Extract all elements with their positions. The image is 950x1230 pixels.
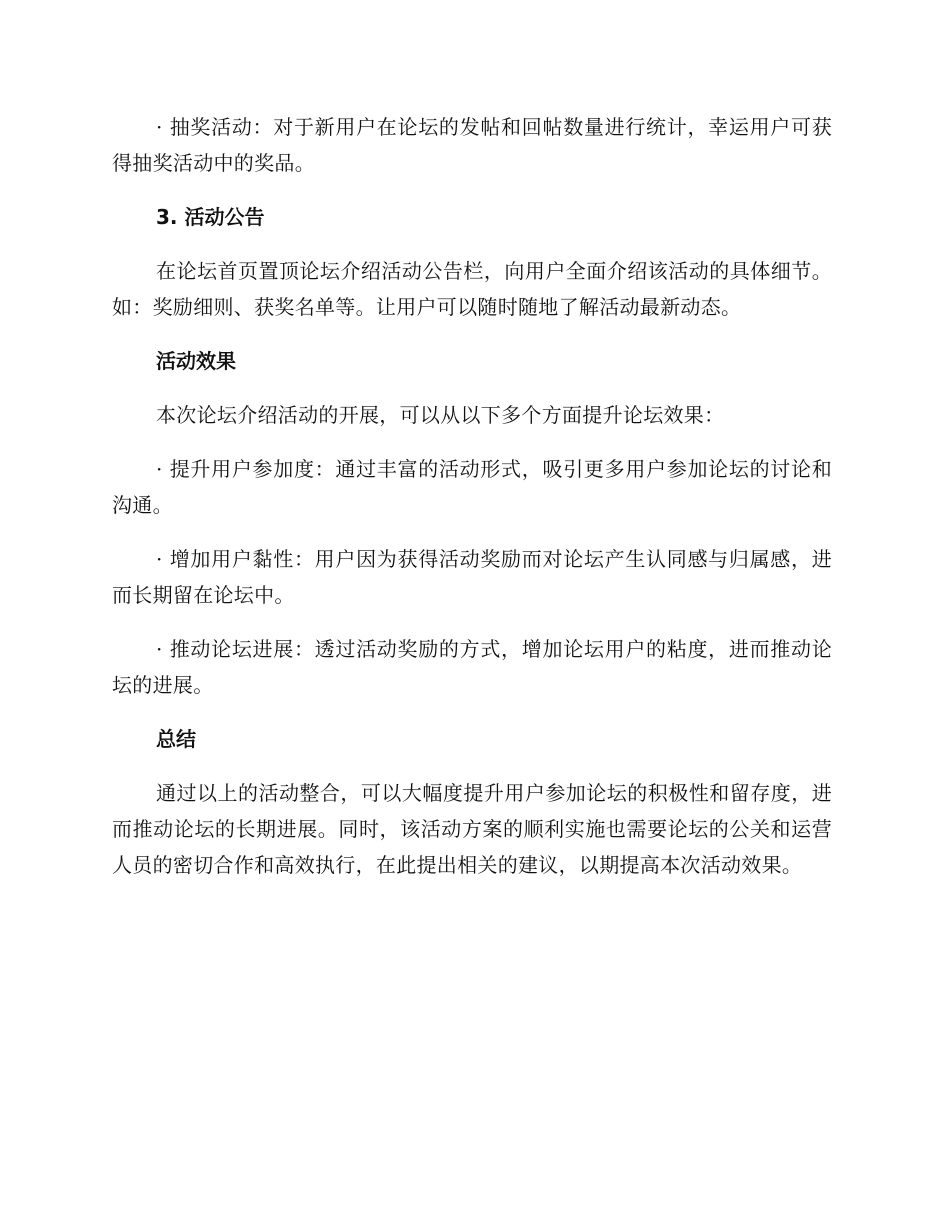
summary-heading: 总结 <box>156 727 196 751</box>
stickiness-bullet-paragraph: · 增加用户黏性：用户因为获得活动奖励而对论坛产生认同感与归属感，进而长期留在论坛中。 <box>112 547 832 607</box>
effect-intro-paragraph: 本次论坛介绍活动的开展，可以从以下多个方面提升论坛效果： <box>156 403 725 427</box>
progress-bullet-paragraph: · 推动论坛进展：透过活动奖励的方式，增加论坛用户的粘度，进而推动论坛的进展。 <box>112 637 832 697</box>
lottery-bullet-paragraph: · 抽奖活动：对于新用户在论坛的发帖和回帖数量进行统计，幸运用户可获得抽奖活动中的奖品。 <box>112 115 832 175</box>
participation-bullet-paragraph: · 提升用户参加度：通过丰富的活动形式，吸引更多用户参加论坛的讨论和沟通。 <box>112 457 832 517</box>
activity-effect-heading: 活动效果 <box>156 349 236 373</box>
announcement-paragraph: 在论坛首页置顶论坛介绍活动公告栏，向用户全面介绍该活动的具体细节。如：奖励细则、获奖名单等。让用户可以随时随地了解活动最新动态。 <box>112 259 832 319</box>
summary-paragraph: 通过以上的活动整合，可以大幅度提升用户参加论坛的积极性和留存度，进而推动论坛的长期进展。同时，该活动方案的顺利实施也需要论坛的公关和运营人员的密切合作和高效执行，在此提出相关的建议，以期提高本次活动效果。 <box>112 781 832 877</box>
document-body <box>112 109 832 901</box>
activity-announcement-heading: 3. 活动公告 <box>156 205 265 229</box>
